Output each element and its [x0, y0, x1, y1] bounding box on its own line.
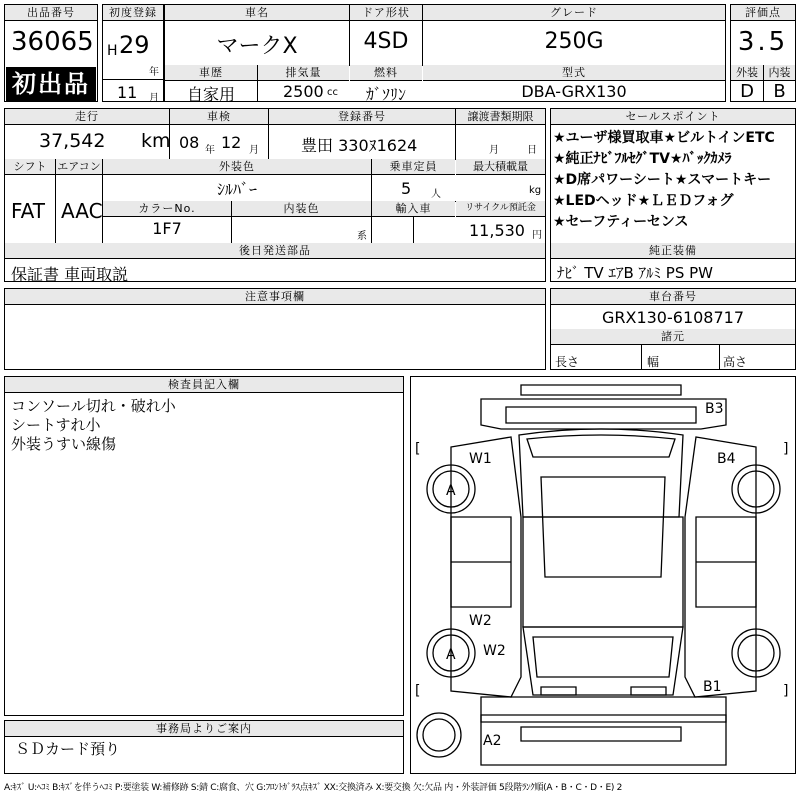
mark-a-rear: A [446, 647, 456, 663]
fuel: ｶﾞｿﾘﾝ [365, 85, 406, 104]
caution-label: 注意事項欄 [5, 289, 545, 305]
reg-year-unit: 年 [149, 67, 159, 78]
score: 3.5 [737, 27, 789, 57]
ext-label: 外装 [731, 65, 763, 81]
inspector-box [4, 376, 404, 716]
mark-b4: B4 [717, 451, 736, 467]
shift: FAT [11, 199, 46, 223]
inspect-month-unit: 月 [249, 145, 259, 156]
transfer-month: 月 [489, 145, 499, 156]
shift-label: シフト [5, 159, 55, 175]
history-label: 車歴 [165, 65, 257, 81]
reg-year: 29 [119, 31, 150, 59]
sales-point: ★純正ﾅﾋﾞﾌﾙｾｸﾞTV★ﾊﾞｯｸｶﾒﾗ [553, 151, 732, 167]
reg-label: 初度登録 [103, 5, 163, 21]
displacement: 2500 [283, 82, 324, 101]
intcolor-unit: 系 [357, 231, 367, 242]
office-box [4, 720, 404, 774]
dim-length: 長さ [555, 355, 580, 369]
air-conditioner: AAC [61, 199, 103, 223]
mark-w2-lower: W2 [483, 643, 506, 659]
color-label: 外装色 [103, 159, 371, 175]
chassis-label: 車台番号 [551, 289, 795, 305]
bracket-left-bottom: [ [415, 683, 421, 699]
name-label: 車名 [165, 5, 349, 21]
registration-box [102, 4, 164, 102]
sales-point: ★ユーザ様買取車★ビルトインETC [553, 130, 775, 146]
inspect-year-unit: 年 [205, 145, 215, 156]
transfer-day: 日 [527, 145, 537, 156]
recycle-label: リサイクル預託金 [456, 201, 545, 217]
vehicle-box [164, 4, 726, 102]
load-label: 最大積載量 [456, 159, 545, 175]
bracket-right-top: ] [783, 441, 789, 457]
fuel-label: 燃料 [350, 65, 422, 81]
int-score: B [773, 81, 786, 102]
import-label: 輸入車 [372, 201, 455, 217]
lot-label: 出品番号 [5, 5, 97, 21]
intcolor-label: 内装色 [232, 201, 371, 217]
later-parts: 保証書 車両取説 [11, 265, 129, 284]
dims-label: 諸元 [551, 329, 795, 345]
int-label: 内装 [764, 65, 795, 81]
car-name: マークX [216, 34, 298, 59]
plate-label: 登録番号 [269, 109, 455, 125]
grade-label: グレード [423, 5, 725, 21]
chassis-number: GRX130-6108717 [601, 308, 745, 327]
load-unit: kg [529, 185, 542, 196]
recycle-fee: 11,530 [469, 221, 525, 240]
cc-label: 排気量 [258, 65, 349, 81]
later-parts-label: 後日発送部品 [5, 243, 545, 259]
mark-a-front: A [446, 483, 456, 499]
color-number: 1F7 [152, 219, 182, 238]
sales-points-box [550, 108, 796, 282]
capacity-unit: 人 [431, 189, 441, 200]
door-label: ドア形状 [350, 5, 422, 21]
model-label: 型式 [423, 65, 725, 81]
lot-number: 36065 [11, 27, 94, 57]
inspector-note: シートすれ小 [11, 416, 101, 434]
grade: 250G [544, 29, 604, 54]
mark-a2: A2 [483, 733, 502, 749]
door-type: 4SD [363, 29, 409, 54]
dim-width: 幅 [647, 355, 660, 369]
sales-point: ★セーフティーセンス [553, 214, 689, 230]
reg-month: 11 [117, 83, 138, 102]
mark-b3: B3 [705, 401, 724, 417]
bracket-right-bottom: ] [783, 683, 789, 699]
damage-diagram [410, 376, 796, 774]
mileage: 37,542 [39, 130, 106, 152]
history: 自家用 [186, 85, 235, 104]
capacity: 5 [401, 179, 412, 198]
model-code: DBA-GRX130 [521, 82, 627, 101]
chassis-box [550, 288, 796, 370]
score-box [730, 4, 796, 102]
plate-number: 豊田 330ﾇ1624 [301, 136, 418, 155]
mark-w2-upper: W2 [469, 613, 492, 629]
body-color: ｼﾙﾊﾞｰ [216, 180, 257, 199]
sales-points-list [553, 128, 775, 233]
capacity-label: 乗車定員 [372, 159, 455, 175]
equipment-label: 純正装備 [551, 243, 795, 259]
bracket-left-top: [ [415, 441, 421, 457]
inspect-year: 08 [179, 133, 200, 152]
transfer-label: 譲渡書類期限 [456, 109, 545, 125]
mark-b1: B1 [703, 679, 722, 695]
mileage-label: 走行 [5, 109, 169, 125]
inspector-note: コンソール切れ・破れ小 [11, 397, 176, 415]
ac-label: エアコン [57, 160, 101, 173]
legend: A:ｷｽﾞ U:ﾍｺﾐ B:ｷｽﾞを伴うﾍｺﾐ P:要塗装 W:補修跡 S:錆 C:腐食、穴 G:ﾌﾛﾝﾄｶﾞﾗｽ点ｷｽﾞ XX:交換済み X:要交換 欠:欠品 内・外装評価 5段階ﾗﾝｸ順(A・B・C・D・E) 2 [4, 783, 623, 793]
colorno-label: カラーNo. [103, 201, 231, 217]
inspector-label: 検査員記入欄 [5, 377, 403, 393]
car-diagram [411, 377, 795, 773]
first-listing-badge: 初出品 [6, 67, 96, 101]
ext-score: D [740, 81, 754, 102]
score-label: 評価点 [731, 5, 795, 21]
details-box [4, 108, 546, 282]
office-note: ＳＤカード預り [15, 740, 121, 758]
inspector-note: 外装うすい線傷 [11, 435, 117, 453]
dim-height: 高さ [723, 355, 748, 369]
sales-point: ★LEDヘッド★ＬＥＤフォグ [553, 193, 734, 209]
equipment: ﾅﾋﾞ TV ｴｱB ｱﾙﾐ PS PW [557, 264, 713, 282]
reg-month-unit: 月 [149, 93, 159, 104]
reg-era: H [107, 43, 118, 59]
caution-box [4, 288, 546, 370]
lot-box [4, 4, 98, 102]
inspect-label: 車検 [170, 109, 268, 125]
cc-unit: cc [327, 87, 338, 98]
mileage-unit: km [141, 130, 171, 152]
sales-point: ★D席パワーシート★スマートキー [553, 172, 772, 188]
recycle-unit: 円 [532, 230, 542, 241]
inspect-month: 12 [221, 133, 242, 152]
office-label: 事務局よりご案内 [5, 721, 403, 737]
mark-w1: W1 [469, 451, 492, 467]
sales-points-label: セールスポイント [551, 109, 795, 125]
